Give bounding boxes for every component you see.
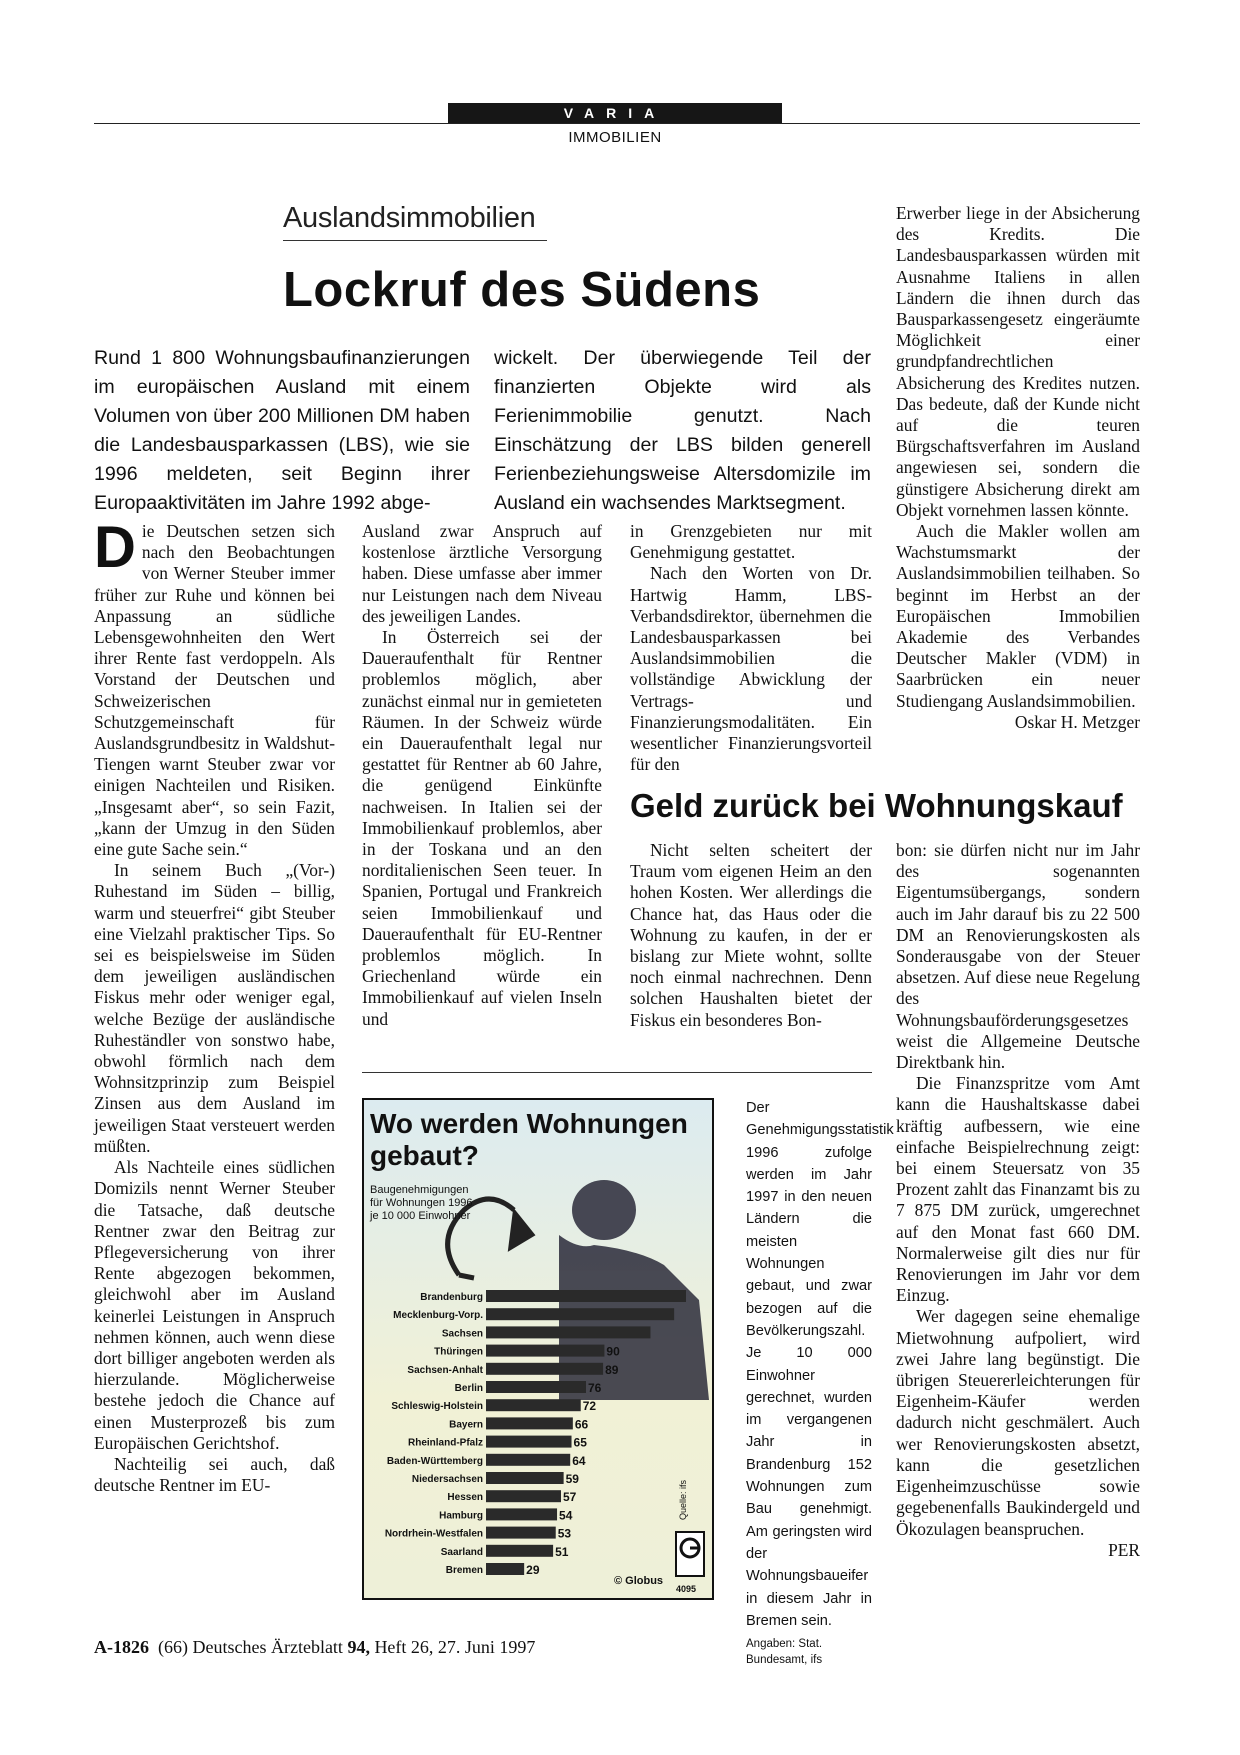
paragraph: Auch die Makler wollen am Wachstumsmarkt der Auslandsimmobilien teilhaben. So beginnt im Herbst an der Europäischen Immobilien Akademie des Verbandes Deutscher Makler (VDM) in Saarbrücken ein neuer Studiengang Auslandsimmobilien.	[896, 521, 1140, 711]
category-label: Sachsen-Anhalt	[407, 1364, 483, 1376]
bar	[486, 1381, 586, 1393]
caption-text: Der Genehmigungsstatistik 1996 zufolge werden im Jahr 1997 in den neuen Ländern die meisten Wohnungen gebaut, und zwar bezogen auf die Bevölkerungszahl. Je 10 000 Einwohner gerechnet, wurden im vergangenen Jahr in Brandenburg 152 Wohnungen zum Bau genehmigt. Am geringsten wird der Wohnungsbaueifer in diesem Jahr in Bremen sein.	[746, 1100, 894, 1629]
page-number: A-1826	[94, 1637, 149, 1657]
bar	[486, 1563, 524, 1575]
category-label: Sachsen	[441, 1328, 483, 1340]
chart-graphic	[362, 1098, 714, 1600]
category-label: Bayern	[449, 1419, 483, 1431]
paragraph: In seinem Buch „(Vor-) Ruhestand im Süden – billig, warm und steuerfrei“ gibt Steuber eine Vielzahl praktischer Tips. So sei es beispielsweise im Süden dem jeweiligen ausländischen Fiskus mehr oder weniger egal, welche Bezüge der ausländische Ruheständler von sonstwo habe, obwohl förmlich nach dem Wohnsitzprinzip zum Beispiel Zinsen aus dem Ausland im jeweiligen Staat versteuert werden müßten.	[94, 860, 335, 1156]
category-label: Bremen	[445, 1565, 483, 1576]
kicker-underline	[283, 240, 547, 241]
paragraph: Wer dagegen seine ehemalige Mietwohnung aufpoliert, wird zwei Jahre lang begünstigt. Die übrigen Steuererleichterungen für Eigenheim-Käufer werden dadurch nicht geschmälert. Auch wer Renovierungskosten absetzt, kann die gesetzlichen Eigenheimzuschüsse sowie gegebenenfalls Baukindergeld und Ökozulagen beanspruchen.	[896, 1306, 1140, 1539]
article-author: Oskar H. Metzger	[1014, 711, 1140, 732]
category-label: Saarland	[440, 1546, 483, 1558]
chart-caption	[746, 1097, 894, 1668]
article2-column-2	[896, 840, 1140, 1561]
bar-value-label: 59	[565, 1472, 579, 1486]
subsection-label: IMMOBILIEN	[568, 129, 662, 146]
category-label: Berlin	[454, 1383, 483, 1394]
bar	[486, 1290, 686, 1302]
category-label: Hamburg	[439, 1510, 483, 1522]
article2-column-1	[630, 840, 872, 1031]
bar	[486, 1527, 556, 1539]
bar	[486, 1472, 564, 1484]
bar-value-label: 54	[559, 1508, 573, 1523]
bar-value-label: 53	[557, 1526, 572, 1541]
bar-chart	[364, 1100, 712, 1598]
bar-value-label: 66	[574, 1417, 589, 1432]
bar	[486, 1399, 581, 1411]
category-label: Niedersachsen	[411, 1474, 483, 1485]
bar	[486, 1436, 572, 1448]
lead-text-1: Rund 1 800 Wohnungsbaufinanzierungen im europäischen Ausland mit einem Volumen von über 200 Millionen DM haben die Landesbausparkassen (LBS), wie sie 1996 meldeten, seit Beginn ihrer Europaaktivitäten im Jahre 1992 abge-	[94, 347, 470, 514]
category-label: Nordrhein-Westfalen	[384, 1528, 483, 1540]
bar-value-label: 64	[572, 1453, 586, 1468]
lead-column-2	[494, 344, 871, 518]
chart-code: 4095	[676, 1584, 697, 1594]
chart-title-line-1: Wo werden Wohnungen	[370, 1108, 688, 1139]
chart-subtitle-line-3: je 10 000 Einwohner	[370, 1210, 471, 1222]
bar	[486, 1308, 674, 1320]
paragraph: Ausland zwar Anspruch auf kostenlose ärztliche Versorgung haben. Diese umfasse aber immer nur Leistungen nach dem Niveau des jeweiligen Landes.	[362, 521, 602, 626]
lead-text-2: wickelt. Der überwiegende Teil der finanzierten Objekte wird als Ferienimmobilie genutzt. Nach Einschätzung der LBS bilden generell Ferienbeziehungsweise Altersdomizile im Ausland ein wachsendes Marktsegment.	[494, 347, 871, 514]
bar-value-label: 89	[605, 1362, 619, 1377]
category-label: Baden-Württemberg	[386, 1455, 483, 1467]
page-footer	[94, 1637, 535, 1658]
paragraph: Nachteilig sei auch, daß deutsche Rentner im EU-	[94, 1453, 335, 1496]
paragraph: Nicht selten scheitert der Traum vom eigenen Heim an den hohen Kosten. Wer allerdings die Chance hat, das Haus oder die Wohnung zu kaufen, in der er bislang zur Miete wohnt, sollte noch einmal nachrechnen. Denn solchen Haushalten bietet der Fiskus ein besonderes Bon-	[630, 840, 872, 1030]
chart-subtitle-line-1: Baugenehmigungen	[370, 1184, 469, 1196]
bar-value-label: 72	[582, 1399, 597, 1414]
section-bar: VARIA	[448, 103, 782, 124]
paragraph: Erwerber liege in der Absicherung des Kredits. Die Landesbausparkassen würden mit Ausnahme Italiens in allen Ländern die ihnen durch das Bausparkassengesetz eingeräumte Möglichkeit einer grundpfandrechtlichen Absicherung des Kredites nutzen. Das bedeute, daß der Kunde nicht auf die teuren Bürgschaftsverfahren im Ausland angewiesen sei, sondern die günstigere Absicherung direkt am Objekt vornehmen lassen könnte.	[896, 203, 1140, 520]
category-label: Thüringen	[434, 1346, 483, 1358]
paragraph: Die Finanzspritze vom Amt kann die Haushaltskasse dabei kräftig aufbessern, wie eine einfache Beispielrechnung zeigt: bei einem Steuersatz von 35 Prozent zahlt das Finanzamt bis zu 7 875 DM zurück, umgerechnet auf den Monat fast 660 DM. Normalerweise gilt dies nur für Renovierungen im Jahr vor dem Einzug.	[896, 1073, 1140, 1306]
article1-column-1	[94, 515, 335, 1496]
bar-value-label: 65	[573, 1435, 587, 1450]
bar	[486, 1363, 603, 1375]
header-rule	[94, 123, 1140, 124]
bar-value-label: 76	[588, 1381, 602, 1395]
chart-title-line-2: gebaut?	[370, 1140, 479, 1171]
bar	[486, 1508, 557, 1520]
article-title: Lockruf des Südens	[283, 263, 761, 317]
bar	[486, 1326, 650, 1338]
issue-label: (66) Deutsches Ärzteblatt	[158, 1637, 343, 1657]
drop-cap: D	[94, 515, 136, 580]
paragraph: Als Nachteile eines südlichen Domizils nennt Werner Steuber die Tatsache, daß deutsche Rentner zwar den Beitrag zur Pflegeversicherung von ihrer Rente abgezogen bekommen, gleichwohl aber im Ausland keinerlei Leistungen in Anspruch nehmen können, auch wenn diese dort billiger angeboten werden als hierzulande. Möglicherweise bestehe jedoch die Chance auf einen Musterprozeß bis zum Europäischen Gerichtshof.	[94, 1157, 335, 1453]
article-kicker: Auslandsimmobilien	[283, 202, 536, 234]
chart-publisher: © Globus	[614, 1575, 664, 1587]
category-label: Mecklenburg-Vorp.	[393, 1310, 483, 1322]
category-label: Hessen	[447, 1492, 483, 1504]
category-label: Brandenburg	[420, 1292, 483, 1303]
article1-column-4	[896, 203, 1140, 733]
bar-value-label: 90	[606, 1344, 620, 1359]
category-label: Schleswig-Holstein	[391, 1401, 483, 1413]
article1-column-2	[362, 521, 602, 1030]
paragraph: ie Deutschen setzen sich nach den Beobachtungen von Werner Steuber immer früher zur Ruhe und können bei Anpassung an südliche Lebensgewohnheiten den Wert ihrer Rente fast verdoppeln. Als Vorstand der Deutschen und Schweizerischen Schutzgemeinschaft für Auslandsgrundbesitz in Waldshut-Tiengen warnt Steuber zwar vor einigen Nachteilen und Risiken. „Insgesamt aber“, so sein Fazit, „kann der Umzug in den Süden eine gute Sache sein.“	[94, 521, 335, 860]
category-label: Rheinland-Pfalz	[407, 1437, 483, 1449]
bar	[486, 1545, 553, 1557]
issue-date: Heft 26, 27. Juni 1997	[374, 1637, 536, 1657]
paragraph: In Österreich sei der Daueraufenthalt für Rentner problemlos möglich, aber zunächst einmal nur in gemieteten Räumen. In der Schweiz würde ein Daueraufenthalt legal nur gestattet für Rentner ab 60 Jahre, die genügend Einkünfte nachweisen. In Italien sei der Immobilienkauf problemlos, aber in der Toskana und an den norditalienischen Seen teuer. In Spanien, Portugal und Frankreich seien Immobilienkauf und Daueraufenthalt für EU-Rentner problemlos möglich. In Griechenland würde ein Immobilienkauf auf vielen Inseln und	[362, 627, 602, 1029]
bar	[486, 1345, 604, 1357]
article-author: PER	[1108, 1539, 1140, 1560]
globus-logo	[676, 1532, 704, 1576]
paragraph: bon: sie dürfen nicht nur im Jahr des sogenannten Eigentumsübergangs, sondern auch im Jahr darauf bis zu 22 500 DM an Renovierungskosten als Sonderausgabe von der Steuer absetzen. Auf diese neue Regelung des Wohnungsbauförderungsgesetzes weist die Allgemeine Deutsche Direktbank hin.	[896, 840, 1140, 1073]
bar-value-label: 29	[526, 1563, 540, 1577]
bar-value-label: 57	[563, 1490, 577, 1505]
chart-subtitle-line-2: für Wohnungen 1996	[370, 1197, 473, 1209]
signature-line	[896, 712, 1140, 733]
paragraph: in Grenzgebieten nur mit Genehmigung gestattet.	[630, 521, 872, 563]
paragraph: Nach den Worten von Dr. Hartwig Hamm, LBS-Verbandsdirektor, übernehmen die Landesbausparkassen bei Auslandsimmobilien die vollständige Abwicklung der Vertrags- und Finanzierungsmodalitäten. Ein wesentlicher Finanzierungsvorteil für den	[630, 563, 872, 775]
article2-title: Geld zurück bei Wohnungskauf	[630, 787, 1123, 824]
bar	[486, 1417, 573, 1429]
article1-column-3	[630, 521, 872, 775]
graphic-top-rule	[362, 1072, 872, 1073]
signature-line	[896, 1540, 1140, 1561]
chart-source-tag: Quelle: ifs	[678, 1479, 688, 1520]
bar-value-label: 51	[555, 1544, 569, 1559]
bar	[486, 1454, 570, 1466]
lead-column-1	[94, 344, 470, 518]
bar-group	[385, 1290, 686, 1577]
caption-source: Angaben: Stat. Bundesamt, ifs	[746, 1638, 823, 1667]
bar	[486, 1490, 561, 1502]
volume-number: 94,	[347, 1637, 370, 1657]
